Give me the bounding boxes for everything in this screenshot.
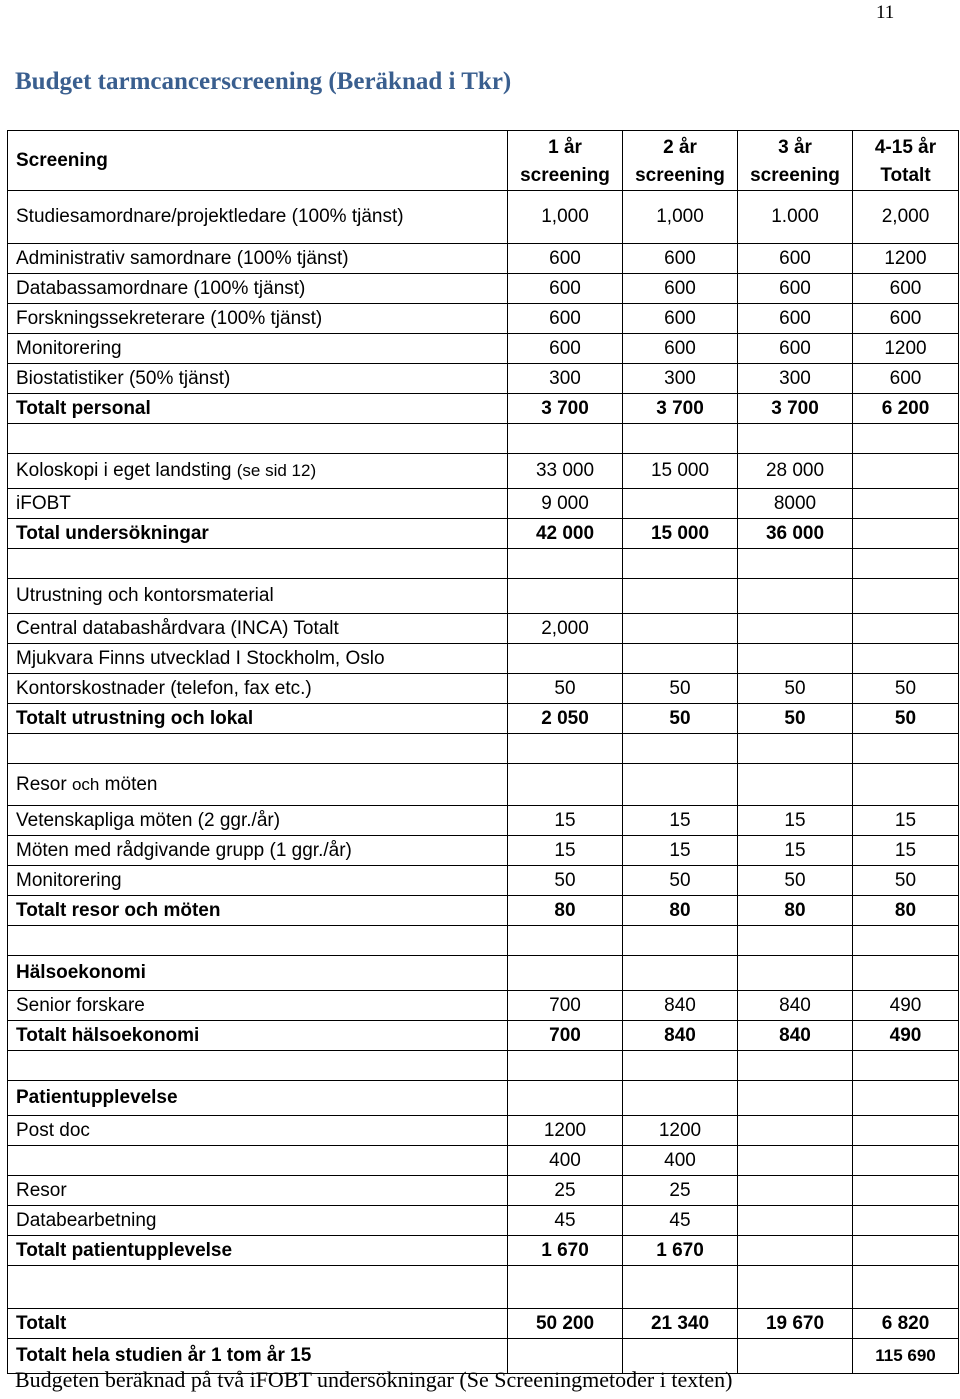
cell: 1200: [508, 1116, 623, 1146]
cell: 840: [738, 991, 853, 1021]
cell: 80: [508, 896, 623, 926]
cell: 600: [853, 364, 959, 394]
row-label: Vetenskapliga möten (2 ggr./år): [8, 806, 508, 836]
table-row: [8, 364, 959, 394]
col-header-1: 1 år screening: [508, 131, 623, 191]
cell: 36 000: [738, 519, 853, 549]
cell: [853, 1116, 959, 1146]
cell: [853, 1206, 959, 1236]
row-label: Central databashårdvara (INCA) Totalt: [8, 614, 508, 644]
table-row: [8, 1146, 959, 1176]
cell: 840: [623, 1021, 738, 1051]
cell: 1,000: [623, 191, 738, 244]
cell: [853, 519, 959, 549]
row-label: Koloskopi i eget landsting (se sid 12): [8, 454, 508, 489]
row-label: Totalt utrustning och lokal: [8, 704, 508, 734]
table-row: [8, 806, 959, 836]
cell: 50: [623, 866, 738, 896]
cell: [853, 1146, 959, 1176]
cell: 300: [738, 364, 853, 394]
col-header-2: 2 år screening: [623, 131, 738, 191]
cell: 300: [623, 364, 738, 394]
cell: [738, 1236, 853, 1266]
row-label: Monitorering: [8, 334, 508, 364]
cell: 33 000: [508, 454, 623, 489]
cell: 400: [623, 1146, 738, 1176]
cell: 50: [738, 704, 853, 734]
row-label: Studiesamordnare/projektledare (100% tjänst): [8, 191, 508, 244]
total-row: [8, 704, 959, 734]
spacer-row: [8, 1051, 959, 1081]
table-row: [8, 836, 959, 866]
cell: 2,000: [853, 191, 959, 244]
table-row: [8, 191, 959, 244]
cell: 1 670: [508, 1236, 623, 1266]
table-row: [8, 274, 959, 304]
col-header-3: 3 år screening: [738, 131, 853, 191]
row-label: Totalt patientupplevelse: [8, 1236, 508, 1266]
document-title: Budget tarmcancerscreening (Beräknad i Tkr): [15, 68, 512, 95]
cell: 1 670: [623, 1236, 738, 1266]
spacer-row: [8, 424, 959, 454]
row-label: Totalt hela studien år 1 tom år 15: [8, 1339, 508, 1374]
section-header-row: [8, 1081, 959, 1116]
section-header-row: [8, 956, 959, 991]
table-row: [8, 304, 959, 334]
cell: 3 700: [623, 394, 738, 424]
section-header-row: [8, 764, 959, 806]
cell: 600: [738, 304, 853, 334]
cell: 80: [738, 896, 853, 926]
cell: 15 000: [623, 519, 738, 549]
row-label: Databearbetning: [8, 1206, 508, 1236]
table-row: [8, 644, 959, 674]
section-title-patientupplevelse: Patientupplevelse: [8, 1081, 508, 1116]
cell: 50 200: [508, 1309, 623, 1339]
spacer-row: [8, 734, 959, 764]
cell: 600: [738, 334, 853, 364]
cell: 80: [853, 896, 959, 926]
cell: 1200: [623, 1116, 738, 1146]
cell: 490: [853, 991, 959, 1021]
page-number: 11: [876, 2, 895, 23]
cell: 50: [623, 674, 738, 704]
cell: 600: [623, 274, 738, 304]
cell: 3 700: [508, 394, 623, 424]
cell: 50: [508, 866, 623, 896]
cell: 15 000: [623, 454, 738, 489]
cell: 50: [623, 704, 738, 734]
table-row: [8, 334, 959, 364]
cell: [853, 644, 959, 674]
cell: 50: [508, 674, 623, 704]
cell: 42 000: [508, 519, 623, 549]
cell: [738, 1146, 853, 1176]
row-label: Resor: [8, 1176, 508, 1206]
cell: 700: [508, 991, 623, 1021]
row-label: Administrativ samordnare (100% tjänst): [8, 244, 508, 274]
cell: 19 670: [738, 1309, 853, 1339]
footnote: Budgeten beräknad på två iFOBT undersökningar (Se Screeningmetoder i texten): [15, 1367, 733, 1392]
section-title-utrustning: Utrustning och kontorsmaterial: [8, 579, 508, 614]
row-label: Total undersökningar: [8, 519, 508, 549]
cell: 1,000: [508, 191, 623, 244]
spacer-row: [8, 1266, 959, 1309]
section-title-resor: Resor och möten: [8, 764, 508, 806]
section-title-halsoekonomi: Hälsoekonomi: [8, 956, 508, 991]
cell: 6 820: [853, 1309, 959, 1339]
cell: 2,000: [508, 614, 623, 644]
cell: [738, 1116, 853, 1146]
cell: 50: [738, 866, 853, 896]
cell: [623, 614, 738, 644]
cell: 25: [508, 1176, 623, 1206]
cell: 28 000: [738, 454, 853, 489]
cell: 700: [508, 1021, 623, 1051]
cell: 21 340: [623, 1309, 738, 1339]
table-row: [8, 1176, 959, 1206]
cell: 400: [508, 1146, 623, 1176]
cell: 490: [853, 1021, 959, 1051]
row-label: [8, 1146, 508, 1176]
row-label: Biostatistiker (50% tjänst): [8, 364, 508, 394]
row-label: Forskningssekreterare (100% tjänst): [8, 304, 508, 334]
cell: 15: [738, 836, 853, 866]
table-row: [8, 614, 959, 644]
section-header-row: [8, 579, 959, 614]
cell: 600: [853, 274, 959, 304]
cell: 50: [853, 704, 959, 734]
cell: [853, 1176, 959, 1206]
cell: [738, 1206, 853, 1236]
cell: [508, 644, 623, 674]
col-header-4: 4-15 år Totalt: [853, 131, 959, 191]
cell: [853, 1236, 959, 1266]
cell: [623, 489, 738, 519]
row-label: Totalt personal: [8, 394, 508, 424]
cell: 600: [623, 334, 738, 364]
cell: 15: [623, 836, 738, 866]
cell: 600: [508, 304, 623, 334]
table-row: [8, 866, 959, 896]
cell: 600: [508, 334, 623, 364]
row-label: Mjukvara Finns utvecklad I Stockholm, Oslo: [8, 644, 508, 674]
row-label: Databassamordnare (100% tjänst): [8, 274, 508, 304]
cell: [738, 644, 853, 674]
cell: 8000: [738, 489, 853, 519]
cell: 25: [623, 1176, 738, 1206]
table-row: [8, 489, 959, 519]
row-label: Möten med rådgivande grupp (1 ggr./år): [8, 836, 508, 866]
row-label: Monitorering: [8, 866, 508, 896]
spacer-row: [8, 926, 959, 956]
cell: 15: [623, 806, 738, 836]
cell: [853, 614, 959, 644]
cell: 45: [623, 1206, 738, 1236]
cell: 300: [508, 364, 623, 394]
row-label: iFOBT: [8, 489, 508, 519]
row-label: Kontorskostnader (telefon, fax etc.): [8, 674, 508, 704]
cell: 2 050: [508, 704, 623, 734]
cell: 15: [738, 806, 853, 836]
cell: 600: [508, 244, 623, 274]
cell: 1.000: [738, 191, 853, 244]
row-label: Totalt hälsoekonomi: [8, 1021, 508, 1051]
cell: 50: [853, 866, 959, 896]
row-label: Post doc: [8, 1116, 508, 1146]
cell: 50: [853, 674, 959, 704]
study-total-value: 115 690: [853, 1339, 959, 1374]
cell: 15: [508, 836, 623, 866]
table-row: [8, 1206, 959, 1236]
total-row: [8, 519, 959, 549]
cell: 6 200: [853, 394, 959, 424]
budget-table: [7, 130, 959, 1374]
cell: 15: [508, 806, 623, 836]
table-row: [8, 454, 959, 489]
cell: 600: [738, 244, 853, 274]
cell: 3 700: [738, 394, 853, 424]
cell: 840: [738, 1021, 853, 1051]
cell: [853, 489, 959, 519]
cell: 80: [623, 896, 738, 926]
cell: 15: [853, 806, 959, 836]
cell: 50: [738, 674, 853, 704]
cell: 840: [623, 991, 738, 1021]
cell: 15: [853, 836, 959, 866]
table-row: [8, 991, 959, 1021]
cell: [738, 614, 853, 644]
cell: 1200: [853, 334, 959, 364]
cell: 1200: [853, 244, 959, 274]
total-row: [8, 394, 959, 424]
cell: 600: [623, 304, 738, 334]
cell: 600: [623, 244, 738, 274]
row-label: Senior forskare: [8, 991, 508, 1021]
table-row: [8, 1116, 959, 1146]
header-row: [8, 131, 959, 191]
cell: 600: [853, 304, 959, 334]
total-row: [8, 1021, 959, 1051]
total-row: [8, 896, 959, 926]
section-title-screening: Screening: [8, 131, 508, 191]
cell: 9 000: [508, 489, 623, 519]
row-label: Totalt: [8, 1309, 508, 1339]
cell: [853, 454, 959, 489]
total-row: [8, 1236, 959, 1266]
cell: [738, 1176, 853, 1206]
cell: 600: [738, 274, 853, 304]
row-label: Totalt resor och möten: [8, 896, 508, 926]
spacer-row: [8, 549, 959, 579]
table-row: [8, 244, 959, 274]
grand-total-row: [8, 1309, 959, 1339]
table-row: [8, 674, 959, 704]
cell: 45: [508, 1206, 623, 1236]
cell: [623, 644, 738, 674]
cell: 600: [508, 274, 623, 304]
